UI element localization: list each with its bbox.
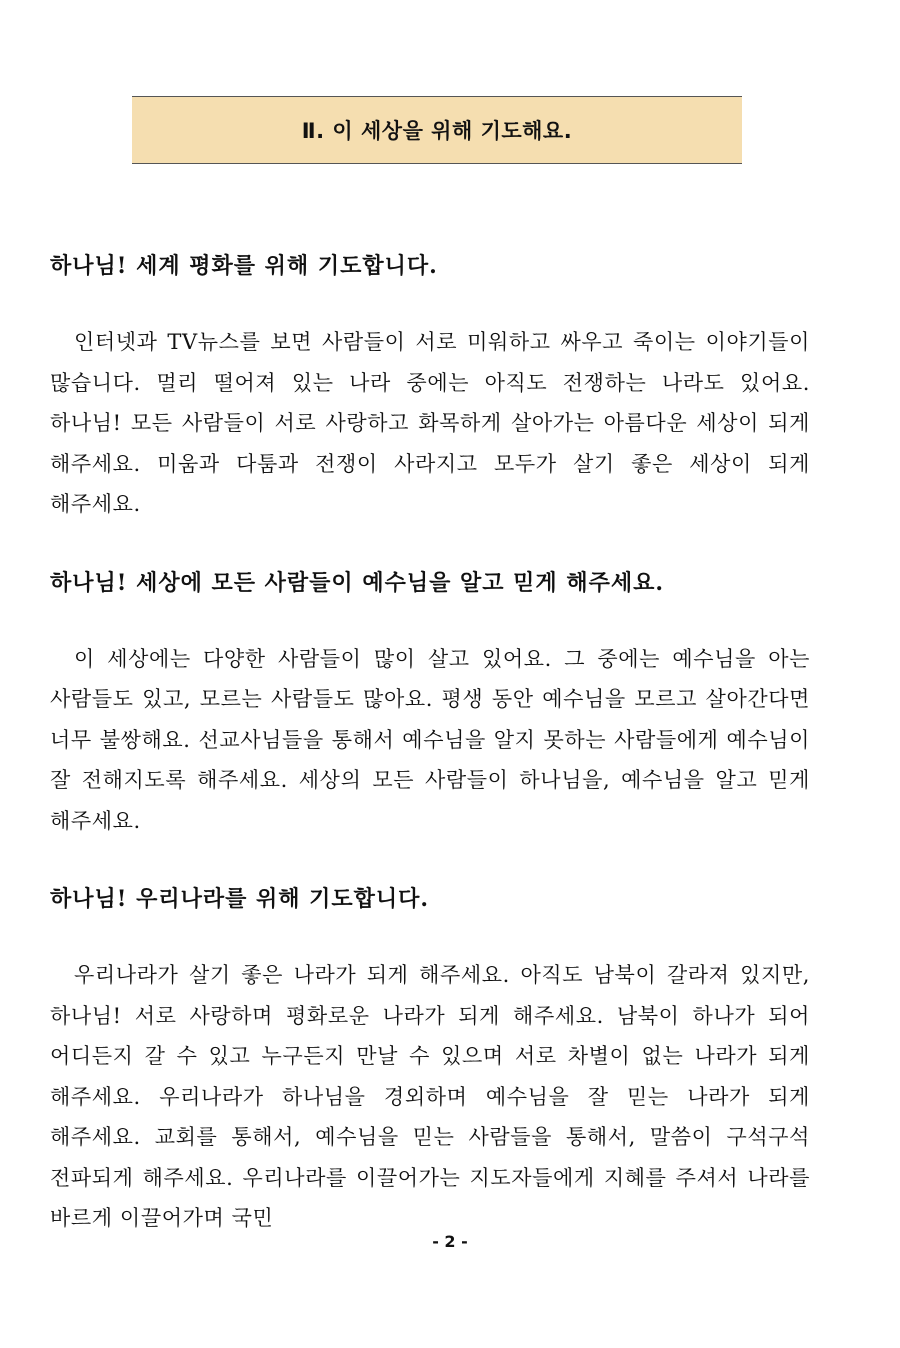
chapter-title: Ⅱ. 이 세상을 위해 기도해요.: [301, 119, 573, 143]
section-paragraph-our-country: 우리나라가 살기 좋은 나라가 되게 해주세요. 아직도 남북이 갈라져 있지만, 하나님! 서로 사랑하며 평화로운 나라가 되게 해주세요. 남북이 하나가 되어 어디든지 갈 수 있고 누구든지 만날 수 있으며 서로 차별이 없는 나라가 되게 해주세요. 우리나라가 하나님을 경외하며 예수님을 잘 믿는 나라가 되게 해주세요. 교회를 통해서, 예수님을 믿는 사람들을 통해서, 말씀이 구석구석 전파되게 해주세요. 우리나라를 이끌어가는 지도자들에게 지혜를 주셔서 나라를 바르게 이끌어가며 국민: [50, 963, 810, 1230]
section-heading-our-country: 하나님! 우리나라를 위해 기도합니다.: [50, 886, 430, 912]
page-number: - 2 -: [432, 1232, 468, 1251]
section-paragraph-world-peace: 인터넷과 TV뉴스를 보면 사람들이 서로 미워하고 싸우고 죽이는 이야기들이 많습니다. 멀리 떨어져 있는 나라 중에는 아직도 전쟁하는 나라도 있어요. 하나님! 모든 사람들이 서로 사랑하고 화목하게 살아가는 아름다운 세상이 되게 해주세요. 미움과 다툼과 전쟁이 사라지고 모두가 살기 좋은 세상이 되게 해주세요.: [50, 330, 810, 516]
document-body: [50, 246, 810, 1239]
section-heading-know-jesus: 하나님! 세상에 모든 사람들이 예수님을 알고 믿게 해주세요.: [50, 569, 664, 596]
section-heading-world-peace: 하나님! 세계 평화를 위해 기도합니다.: [50, 253, 438, 279]
chapter-title-box: [132, 96, 742, 164]
section-paragraph-know-jesus: 이 세상에는 다양한 사람들이 많이 살고 있어요. 그 중에는 예수님을 아는 사람들도 있고, 모르는 사람들도 많아요. 평생 동안 예수님을 모르고 살아간다면 너무 불쌍해요. 선교사님들을 통해서 예수님을 알지 못하는 사람들에게 예수님이 잘 전해지도록 해주세요. 세상의 모든 사람들이 하나님을, 예수님을 알고 믿게 해주세요.: [50, 646, 810, 833]
